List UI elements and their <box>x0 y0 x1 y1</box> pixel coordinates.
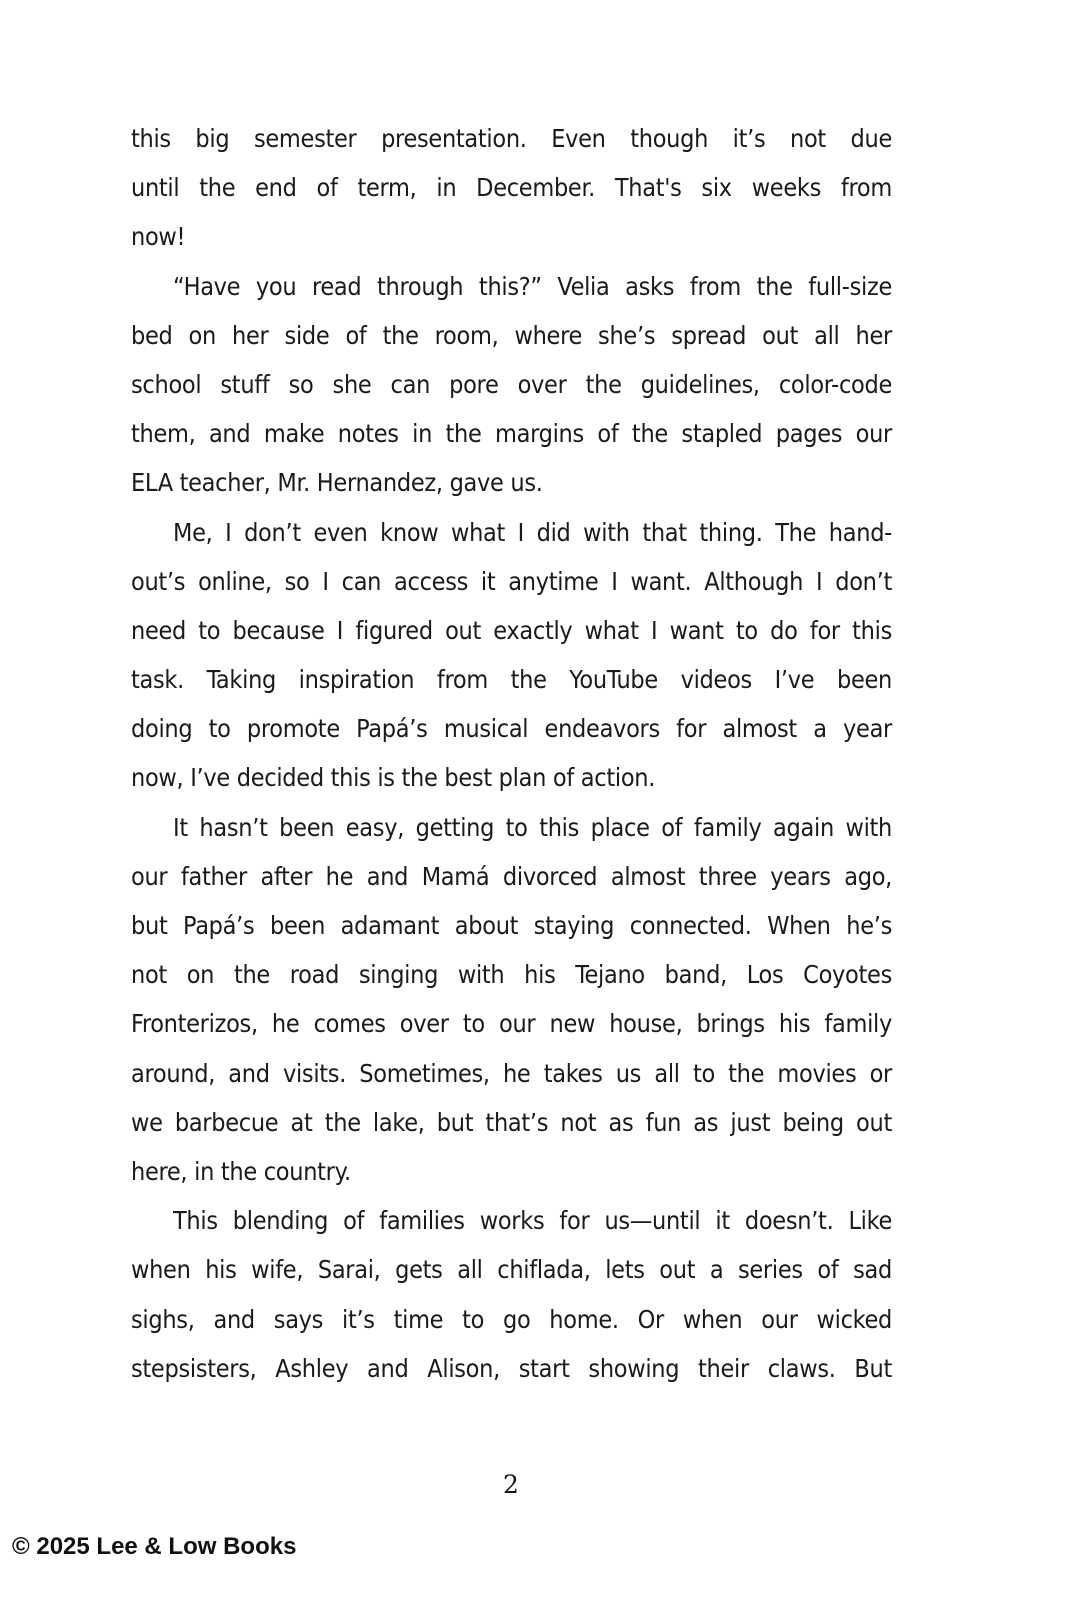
page-number: 2 <box>503 1470 519 1499</box>
text-line: bed on her side of the room, where she’s spread out all her <box>131 320 892 350</box>
text-line: now, I’ve decided this is the best plan of action. <box>131 763 656 793</box>
text-line: It hasn’t been easy, getting to this place of family again with <box>173 812 892 842</box>
text-line: out’s online, so I can access it anytime I want. Although I don’t <box>131 566 892 596</box>
text-line: Fronterizos, he comes over to our new house, brings his family <box>131 1009 892 1039</box>
text-line: task. Taking inspiration from the YouTube videos I’ve been <box>131 665 892 695</box>
text-line: not on the road singing with his Tejano band, Los Coyotes <box>131 960 892 990</box>
text-line: them, and make notes in the margins of the stapled pages our <box>131 419 892 449</box>
text-line: but Papá’s been adamant about staying connected. When he’s <box>131 911 892 940</box>
text-line: doing to promote Papá’s musical endeavors for almost a year <box>131 714 892 744</box>
text-line: around, and visits. Sometimes, he takes us all to the movies or <box>131 1058 892 1088</box>
text-line: school stuff so she can pore over the guidelines, color-code <box>131 369 892 399</box>
text-line: need to because I figured out exactly what I want to do for this <box>131 615 892 645</box>
text-line: “Have you read through this?” Velia asks from the full-size <box>173 271 892 301</box>
copyright-notice: © 2025 Lee & Low Books <box>12 1533 297 1560</box>
text-line: until the end of term, in December. That's six weeks from <box>131 173 892 203</box>
text-line: This blending of families works for us—until it doesn’t. Like <box>173 1206 892 1236</box>
body-text <box>131 114 892 1393</box>
text-line: when his wife, Sarai, gets all chiflada, lets out a series of sad <box>131 1255 892 1285</box>
text-line: now! <box>131 222 186 252</box>
text-line: we barbecue at the lake, but that’s not as fun as just being out <box>131 1107 892 1137</box>
text-line: our father after he and Mamá divorced almost three years ago, <box>131 861 892 891</box>
text-line: here, in the country. <box>131 1156 351 1186</box>
text-line: sighs, and says it’s time to go home. Or when our wicked <box>131 1304 892 1334</box>
text-line: this big semester presentation. Even though it’s not due <box>131 124 892 153</box>
text-line: Me, I don’t even know what I did with that thing. The hand- <box>173 517 892 547</box>
text-line: stepsisters, Ashley and Alison, start showing their claws. But <box>131 1353 892 1383</box>
text-line: ELA teacher, Mr. Hernandez, gave us. <box>131 468 543 498</box>
